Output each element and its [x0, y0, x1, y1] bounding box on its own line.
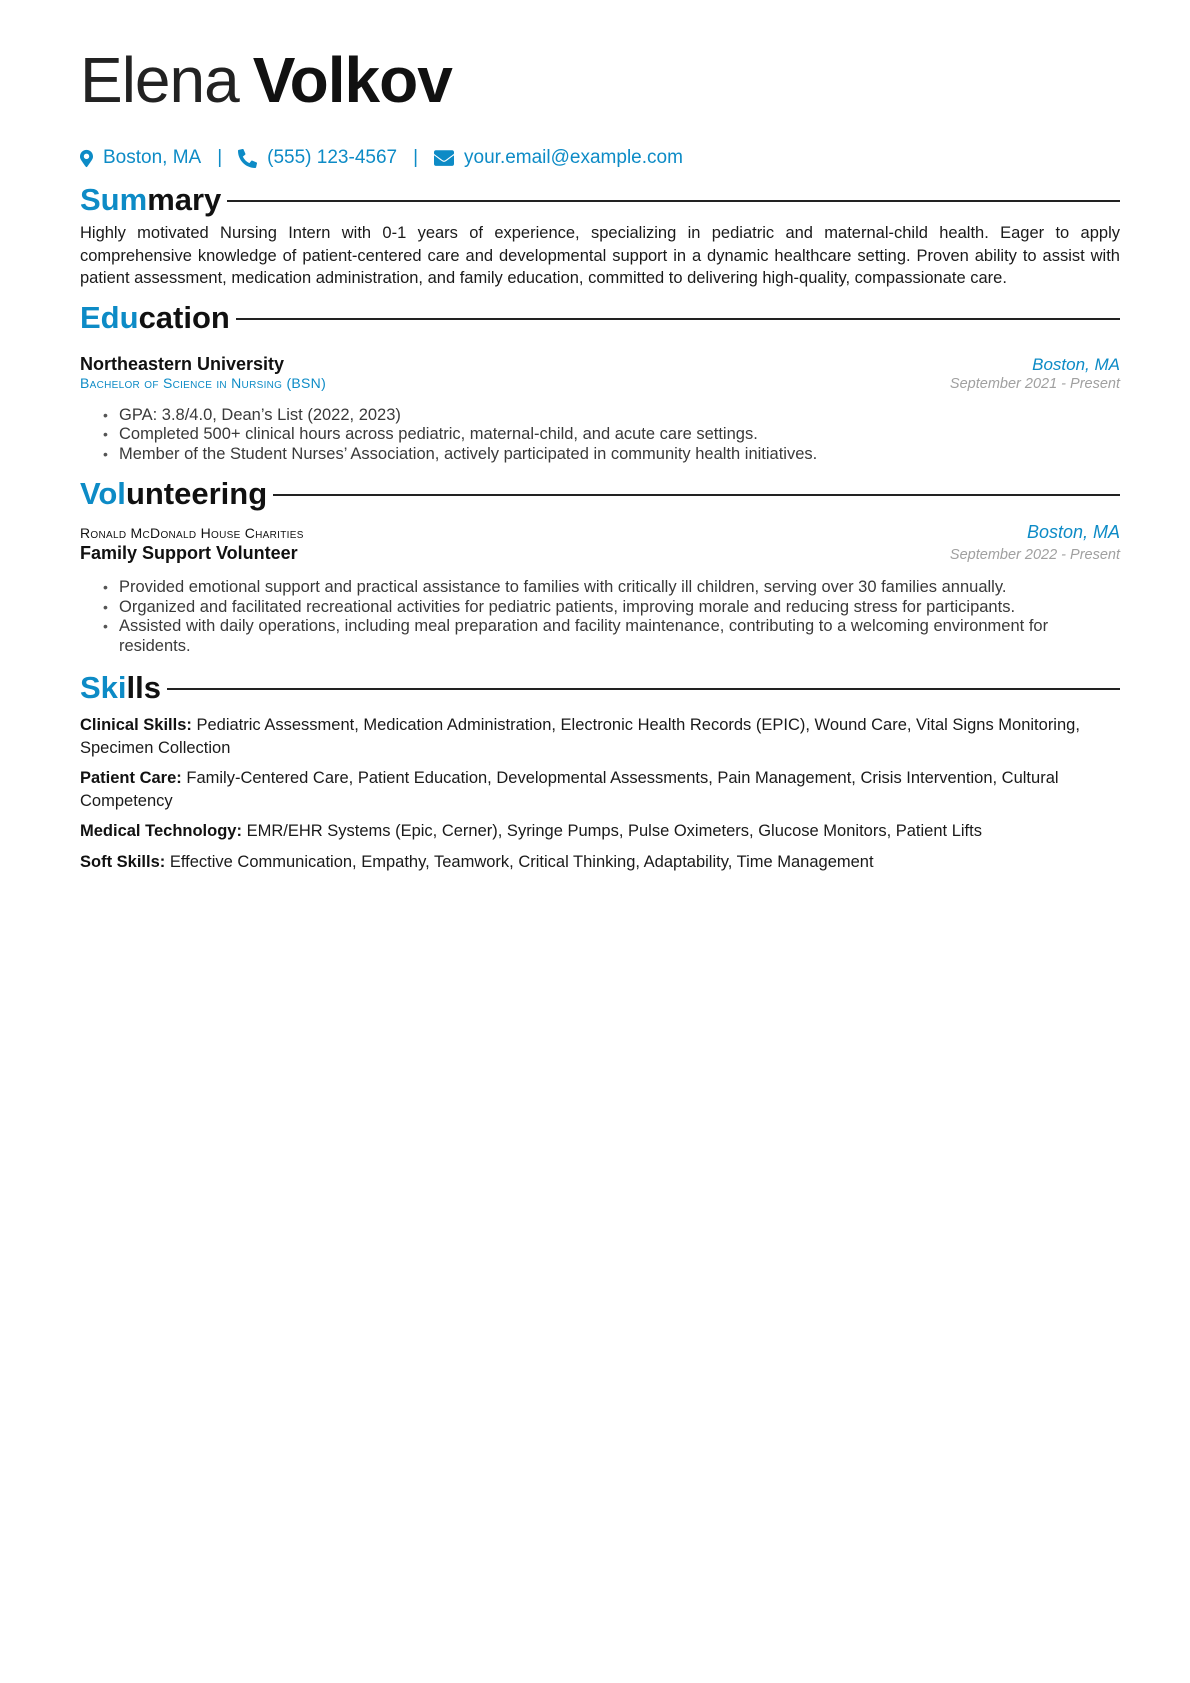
skill-label: Medical Technology: [80, 822, 242, 840]
list-item: • Member of the Student Nurses’ Association, actively participated in community health initiatives. [119, 445, 1120, 465]
phone-text: (555) 123-4567 [267, 147, 398, 168]
first-name: Elena [80, 44, 239, 116]
education-dates: September 2021 - Present [949, 375, 1120, 392]
list-item: • GPA: 3.8/4.0, Dean’s List (2022, 2023) [119, 406, 1120, 426]
resume-content [80, 40, 1120, 873]
education-entry [80, 354, 1120, 465]
skills-heading [80, 668, 1120, 708]
education-row-2 [80, 375, 1120, 392]
title-accent: Vol [80, 476, 126, 511]
title-accent: Sum [80, 182, 148, 217]
skill-value: Family-Centered Care, Patient Education, Developmental Assessments, Pain Management, Crisis Intervention, Cultural Competency [80, 769, 1059, 810]
volunteering-row-1 [80, 522, 1120, 543]
summary-heading [80, 180, 1120, 220]
location-text: Boston, MA [103, 147, 202, 168]
section-rule [227, 200, 1120, 202]
skill-line [80, 820, 1120, 843]
list-item: • Organized and facilitated recreational activities for pediatric patients, improving morale and reducing stress for participants. [119, 598, 1120, 618]
envelope-icon [434, 150, 454, 166]
education-heading [80, 298, 1120, 338]
contact-email[interactable] [434, 147, 683, 169]
contact-separator: | [413, 147, 419, 168]
title-rest: unteering [125, 476, 268, 511]
contact-location [80, 147, 201, 169]
title-accent: Ski [80, 670, 127, 705]
skill-line [80, 851, 1120, 874]
title-rest: cation [138, 299, 230, 335]
section-rule [273, 494, 1120, 496]
volunteering-location: Boston, MA [1026, 522, 1120, 542]
education-bullets [80, 406, 1120, 465]
role-title: Family Support Volunteer [80, 543, 298, 563]
section-title [80, 668, 161, 708]
list-item: • Completed 500+ clinical hours across pediatric, maternal-child, and acute care settings. [119, 425, 1120, 445]
title-rest: mary [147, 182, 222, 217]
volunteering-dates: September 2022 - Present [949, 547, 1120, 563]
map-marker-icon [80, 149, 93, 168]
skill-line [80, 767, 1120, 812]
section-title [80, 180, 221, 220]
volunteering-entry [80, 522, 1120, 656]
contact-separator: | [217, 147, 223, 168]
volunteering-bullets [80, 578, 1120, 656]
skill-value: Effective Communication, Empathy, Teamwork, Critical Thinking, Adaptability, Time Management [169, 852, 874, 871]
skill-label: Soft Skills: [80, 852, 166, 871]
education-row-1 [80, 354, 1120, 375]
skill-line [80, 714, 1120, 759]
title-accent: Edu [80, 299, 139, 335]
section-rule [167, 688, 1120, 690]
list-item: • Assisted with daily operations, including meal preparation and facility maintenance, contributing to a welcoming environment for residents. [119, 617, 1120, 656]
skill-value: Pediatric Assessment, Medication Administration, Electronic Health Records (EPIC), Wound Care, Vital Signs Monitoring, Specimen Collection [80, 716, 1080, 757]
contact-phone[interactable] [238, 147, 397, 169]
section-title [80, 298, 230, 338]
summary-text: Highly motivated Nursing Intern with 0-1 years of experience, specializing in pediatric and maternal-child health. Eager to apply comprehensive knowledge of patient-centered care and developmental support in a dynamic healthcare setting. Proven ability to assist with patient assessment, medication administration, and family education, committed to delivering high-quality, compassionate care. [80, 224, 1120, 287]
last-name: Volkov [252, 44, 452, 116]
volunteering-row-2 [80, 543, 1120, 564]
section-rule [236, 318, 1120, 320]
skill-label: Patient Care: [80, 769, 182, 787]
degree-name: Bachelor of Science in Nursing (BSN) [80, 374, 327, 391]
list-item: • Provided emotional support and practical assistance to families with critically ill children, serving over 30 families annually. [119, 578, 1120, 598]
candidate-name [80, 40, 1120, 120]
contact-line [80, 144, 1120, 172]
email-text: your.email@example.com [464, 147, 683, 168]
school-location: Boston, MA [1032, 354, 1120, 374]
skill-label: Clinical Skills: [80, 716, 192, 734]
volunteering-heading [80, 474, 1120, 514]
school-name: Northeastern University [80, 353, 285, 374]
title-rest: lls [126, 670, 161, 705]
skill-value: EMR/EHR Systems (Epic, Cerner), Syringe Pumps, Pulse Oximeters, Glucose Monitors, Patient Lifts [246, 822, 982, 840]
phone-icon [238, 149, 257, 168]
section-title [80, 474, 267, 514]
organization-name: Ronald McDonald House Charities [80, 525, 304, 541]
